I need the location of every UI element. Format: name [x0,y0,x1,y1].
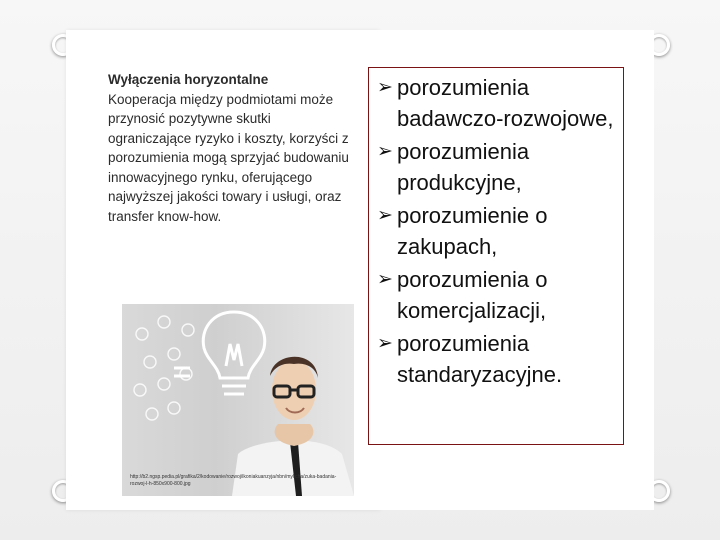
list-item [377,200,617,262]
list-item [377,72,617,134]
arrow-bullet-icon: ➢ [377,333,393,354]
list-item-text: porozumienia o komercjalizacji, [397,267,548,323]
agreements-list [377,72,617,392]
arrow-bullet-icon: ➢ [377,205,393,226]
list-item-text: porozumienie o zakupach, [397,203,548,259]
list-item [377,136,617,198]
illustration-photo [122,304,354,496]
image-source-caption: http://b2.ngsp.pedia.pl/grafika/2/kodowanie/rozwoj/ikoniakuanzyja/nbn/mylicha/zuka-badania-rozwoj-l-h-850x900-800.jpg [130,474,337,487]
list-item-text: porozumienia badawczo-rozwojowe, [397,75,614,131]
section-body: Kooperacja między podmiotami może przynosić pozytywne skutki ograniczające ryzyko i koszty, korzyści z porozumienia mogą sprzyjać budowaniu innowacyjnego rynku, oferującego najwyższej jakości towary i usługi, oraz transfer know-how. [108,91,349,224]
list-item-text: porozumienia produkcyjne, [397,139,530,195]
section-heading: Wyłączenia horyzontalne [108,72,269,87]
list-item-text: porozumienia standaryzacyjne. [397,331,563,387]
equals-sign-icon [174,368,190,376]
list-item [377,264,617,326]
arrow-bullet-icon: ➢ [377,269,393,290]
man-with-lightbulb-illustration [122,304,354,496]
large-bulb-icon [203,312,265,394]
arrow-bullet-icon: ➢ [377,77,393,98]
arrow-bullet-icon: ➢ [377,141,393,162]
left-text-block [108,70,353,226]
list-item [377,328,617,390]
